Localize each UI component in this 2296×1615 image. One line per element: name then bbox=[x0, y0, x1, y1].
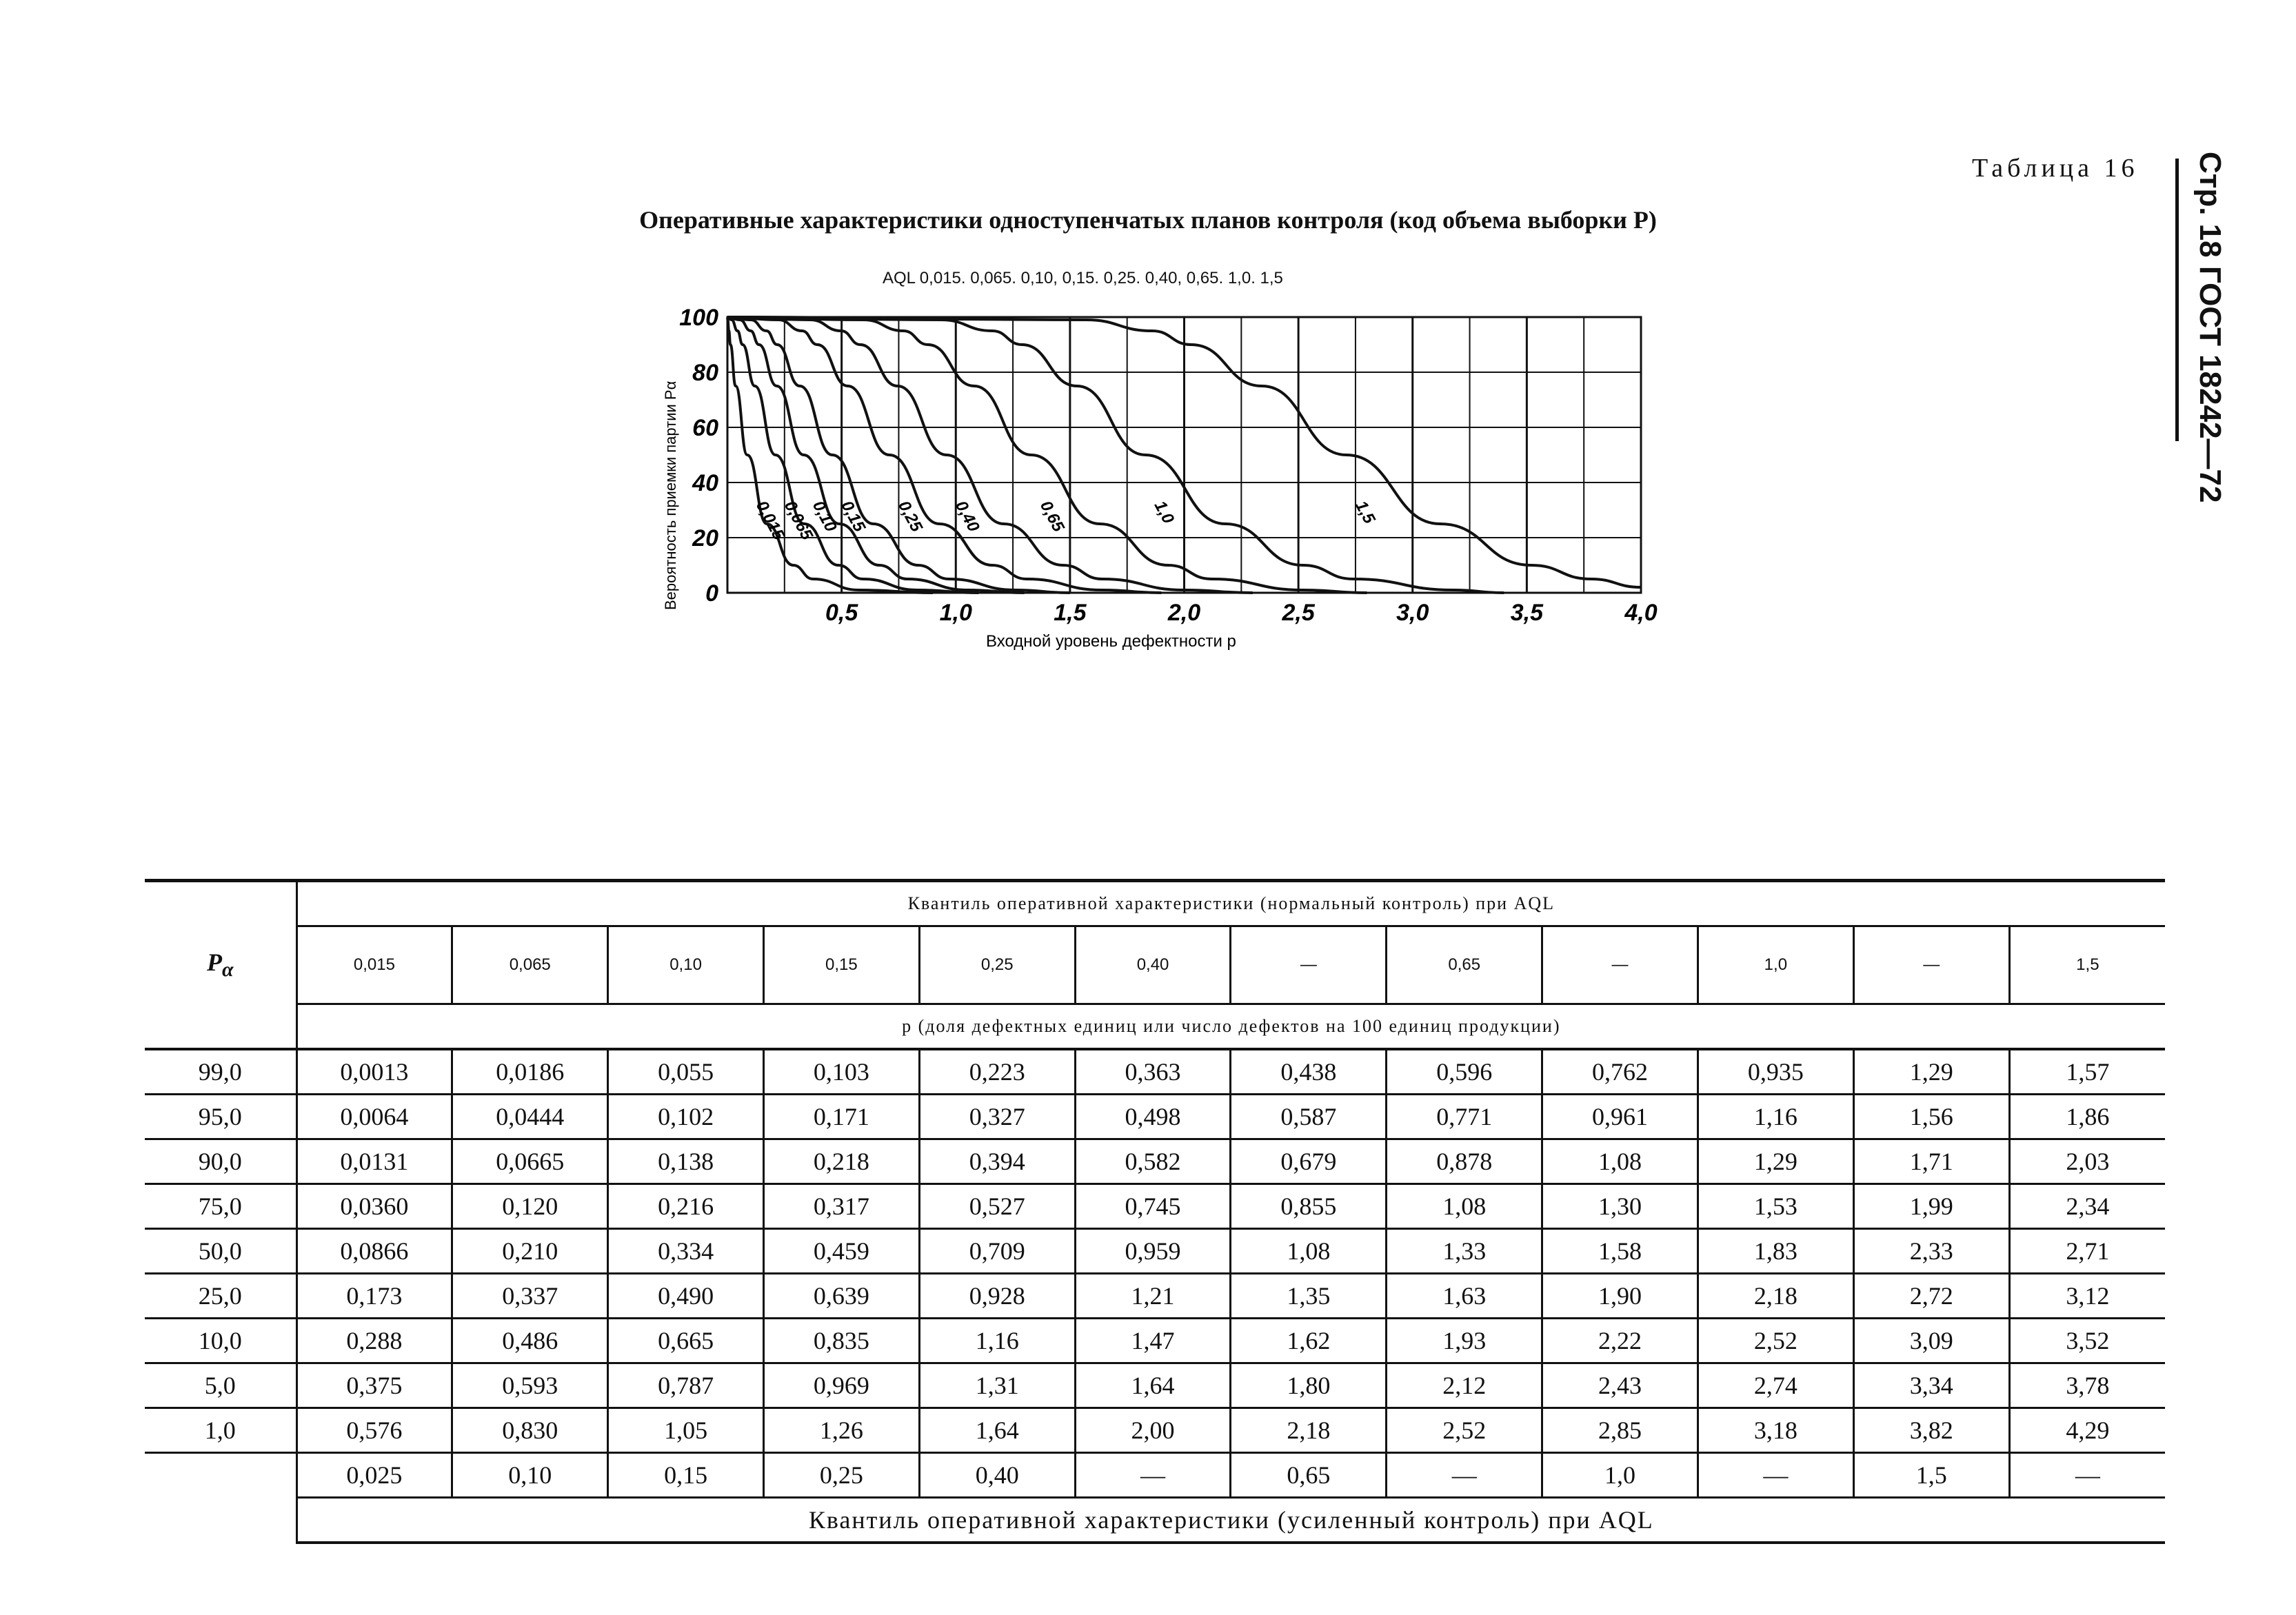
pa-value: 50,0 bbox=[145, 1229, 296, 1274]
pa-value: 75,0 bbox=[145, 1184, 296, 1229]
quantile-cell: 2,03 bbox=[2009, 1139, 2165, 1184]
quantile-cell: 0,787 bbox=[608, 1363, 764, 1408]
quantile-cell: 2,74 bbox=[1698, 1363, 1853, 1408]
quantile-cell: 2,18 bbox=[1231, 1408, 1387, 1453]
tightened-aql-cell: — bbox=[1698, 1453, 1853, 1498]
quantile-cell: 1,58 bbox=[1542, 1229, 1698, 1274]
header-row-mid bbox=[145, 1004, 2165, 1050]
side-reference-text: Стр. 18 ГОСТ 18242—72 bbox=[2193, 152, 2227, 503]
x-tick-label: 4,0 bbox=[1624, 600, 1658, 626]
x-tick-label: 2,5 bbox=[1282, 600, 1315, 626]
quantile-cell: 0,527 bbox=[919, 1184, 1075, 1229]
quantile-cell: 1,53 bbox=[1698, 1184, 1853, 1229]
quantile-cell: 2,71 bbox=[2009, 1229, 2165, 1274]
y-tick-label: 100 bbox=[679, 305, 718, 331]
header-row-bottom bbox=[145, 1498, 2165, 1543]
quantile-cell: 1,31 bbox=[919, 1363, 1075, 1408]
quantile-cell: 0,498 bbox=[1075, 1095, 1231, 1139]
quantile-cell: 1,26 bbox=[763, 1408, 919, 1453]
quantile-cell: 0,959 bbox=[1075, 1229, 1231, 1274]
quantile-cell: 1,63 bbox=[1387, 1274, 1542, 1319]
quantile-cell: 1,83 bbox=[1698, 1229, 1853, 1274]
y-tick-label: 20 bbox=[692, 525, 718, 551]
quantile-cell: 1,21 bbox=[1075, 1274, 1231, 1319]
table-label: Таблица 16 bbox=[1972, 154, 2139, 183]
quantile-cell: 1,47 bbox=[1075, 1319, 1231, 1363]
table-row bbox=[145, 1139, 2165, 1184]
quantile-cell: 0,0360 bbox=[296, 1184, 452, 1229]
pa-value: 95,0 bbox=[145, 1095, 296, 1139]
quantile-cell: 0,582 bbox=[1075, 1139, 1231, 1184]
quantile-cell: 1,33 bbox=[1387, 1229, 1542, 1274]
normal-aql-cell: — bbox=[1542, 926, 1698, 1004]
normal-aql-cell: 0,10 bbox=[608, 926, 764, 1004]
tightened-aql-cell: — bbox=[1075, 1453, 1231, 1498]
tightened-aql-cell: 0,10 bbox=[452, 1453, 608, 1498]
chart-x-ticks bbox=[825, 600, 1658, 626]
quantile-cell: 0,0866 bbox=[296, 1229, 452, 1274]
quantile-cell: 0,337 bbox=[452, 1274, 608, 1319]
y-tick-label: 60 bbox=[692, 415, 718, 441]
quantile-cell: 0,171 bbox=[763, 1095, 919, 1139]
normal-aql-cell: 0,40 bbox=[1075, 926, 1231, 1004]
x-tick-label: 1,0 bbox=[939, 600, 972, 626]
quantile-cell: 0,490 bbox=[608, 1274, 764, 1319]
quantile-cell: 0,771 bbox=[1387, 1095, 1542, 1139]
quantile-cell: 0,216 bbox=[608, 1184, 764, 1229]
pa-header bbox=[145, 881, 296, 1050]
x-tick-label: 0,5 bbox=[825, 600, 858, 626]
pa-value: 1,0 bbox=[145, 1408, 296, 1453]
quantile-cell: 0,596 bbox=[1387, 1049, 1542, 1095]
quantile-cell: 2,33 bbox=[1853, 1229, 2009, 1274]
quantile-cell: 0,055 bbox=[608, 1049, 764, 1095]
quantile-cell: 3,82 bbox=[1853, 1408, 2009, 1453]
normal-aql-cell: — bbox=[1853, 926, 2009, 1004]
quantile-cell: 2,34 bbox=[2009, 1184, 2165, 1229]
empty-cell bbox=[145, 1453, 296, 1498]
table-row bbox=[145, 1095, 2165, 1139]
data-table bbox=[145, 879, 2165, 1544]
table-row bbox=[145, 1363, 2165, 1408]
quantile-cell: 0,0444 bbox=[452, 1095, 608, 1139]
pa-subscript: α bbox=[221, 958, 234, 982]
quantile-cell: 0,762 bbox=[1542, 1049, 1698, 1095]
normal-aql-cell: — bbox=[1231, 926, 1387, 1004]
quantile-cell: 4,29 bbox=[2009, 1408, 2165, 1453]
normal-aql-row bbox=[145, 926, 2165, 1004]
chart-curve-labels bbox=[752, 498, 1379, 543]
chart-y-label: Вероятность приемки партии Pα bbox=[662, 380, 679, 610]
quantile-cell: 2,52 bbox=[1387, 1408, 1542, 1453]
quantile-cell: 0,438 bbox=[1231, 1049, 1387, 1095]
quantile-cell: 1,93 bbox=[1387, 1319, 1542, 1363]
quantile-cell: 0,928 bbox=[919, 1274, 1075, 1319]
normal-control-header: Квантиль оперативной характеристики (нормальный контроль) при AQL bbox=[296, 881, 2165, 926]
chart-y-ticks bbox=[679, 305, 718, 607]
chart-grid bbox=[727, 317, 1641, 593]
quantile-cell: 0,334 bbox=[608, 1229, 764, 1274]
x-tick-label: 3,5 bbox=[1510, 600, 1544, 626]
table-row bbox=[145, 1408, 2165, 1453]
quantile-cell: 1,86 bbox=[2009, 1095, 2165, 1139]
quantile-cell: 1,64 bbox=[919, 1408, 1075, 1453]
quantile-cell: 1,99 bbox=[1853, 1184, 2009, 1229]
quantile-cell: 0,709 bbox=[919, 1229, 1075, 1274]
quantile-cell: 1,05 bbox=[608, 1408, 764, 1453]
pa-value: 99,0 bbox=[145, 1049, 296, 1095]
table-row bbox=[145, 1229, 2165, 1274]
quantile-cell: 0,745 bbox=[1075, 1184, 1231, 1229]
quantile-cell: 0,878 bbox=[1387, 1139, 1542, 1184]
curve-label: 0,65 bbox=[1036, 498, 1068, 536]
tightened-aql-cell: 1,5 bbox=[1853, 1453, 2009, 1498]
quantile-cell: 0,138 bbox=[608, 1139, 764, 1184]
tightened-aql-cell: 0,15 bbox=[608, 1453, 764, 1498]
quantile-cell: 1,08 bbox=[1387, 1184, 1542, 1229]
quantile-cell: 0,223 bbox=[919, 1049, 1075, 1095]
quantile-cell: 0,855 bbox=[1231, 1184, 1387, 1229]
quantile-cell: 0,0131 bbox=[296, 1139, 452, 1184]
pa-value: 10,0 bbox=[145, 1319, 296, 1363]
tightened-aql-cell: 0,65 bbox=[1231, 1453, 1387, 1498]
quantile-cell: 0,961 bbox=[1542, 1095, 1698, 1139]
header-row-top bbox=[145, 881, 2165, 926]
quantile-cell: 0,288 bbox=[296, 1319, 452, 1363]
normal-aql-cell: 0,15 bbox=[763, 926, 919, 1004]
defect-level-header: p (доля дефектных единиц или число дефектов на 100 единиц продукции) bbox=[296, 1004, 2165, 1050]
pa-value: 25,0 bbox=[145, 1274, 296, 1319]
quantile-cell: 0,665 bbox=[608, 1319, 764, 1363]
quantile-cell: 0,103 bbox=[763, 1049, 919, 1095]
quantile-cell: 0,459 bbox=[763, 1229, 919, 1274]
pa-value: 90,0 bbox=[145, 1139, 296, 1184]
page-title: Оперативные характеристики одноступенчатых планов контроля (код объема выборки Р) bbox=[639, 206, 1657, 234]
oc-chart bbox=[641, 296, 1675, 682]
y-tick-label: 80 bbox=[692, 360, 718, 386]
quantile-cell: 0,679 bbox=[1231, 1139, 1387, 1184]
quantile-cell: 1,30 bbox=[1542, 1184, 1698, 1229]
quantile-cell: 3,12 bbox=[2009, 1274, 2165, 1319]
quantile-cell: 1,80 bbox=[1231, 1363, 1387, 1408]
quantile-cell: 1,62 bbox=[1231, 1319, 1387, 1363]
y-tick-label: 40 bbox=[692, 470, 718, 496]
quantile-cell: 0,576 bbox=[296, 1408, 452, 1453]
oc-curve bbox=[727, 317, 1504, 593]
quantile-cell: 2,00 bbox=[1075, 1408, 1231, 1453]
quantile-cell: 0,639 bbox=[763, 1274, 919, 1319]
side-divider bbox=[2175, 159, 2179, 441]
quantile-cell: 2,18 bbox=[1698, 1274, 1853, 1319]
quantile-cell: 3,18 bbox=[1698, 1408, 1853, 1453]
x-tick-label: 1,5 bbox=[1054, 600, 1087, 626]
quantile-cell: 1,08 bbox=[1542, 1139, 1698, 1184]
normal-aql-cell: 0,065 bbox=[452, 926, 608, 1004]
normal-aql-cell: 0,25 bbox=[919, 926, 1075, 1004]
quantile-cell: 0,375 bbox=[296, 1363, 452, 1408]
curve-label: 0,015 bbox=[752, 498, 789, 543]
quantile-cell: 3,78 bbox=[2009, 1363, 2165, 1408]
quantile-cell: 2,52 bbox=[1698, 1319, 1853, 1363]
quantile-cell: 0,0186 bbox=[452, 1049, 608, 1095]
normal-aql-cell: 1,5 bbox=[2009, 926, 2165, 1004]
normal-aql-cell: 1,0 bbox=[1698, 926, 1853, 1004]
quantile-cell: 1,56 bbox=[1853, 1095, 2009, 1139]
quantile-cell: 0,0665 bbox=[452, 1139, 608, 1184]
curve-label: 0,10 bbox=[808, 498, 840, 536]
quantile-cell: 0,317 bbox=[763, 1184, 919, 1229]
side-reference bbox=[2172, 152, 2248, 503]
curve-label: 0,25 bbox=[894, 498, 926, 536]
quantile-cell: 0,394 bbox=[919, 1139, 1075, 1184]
quantile-cell: 0,935 bbox=[1698, 1049, 1853, 1095]
normal-aql-cell: 0,65 bbox=[1387, 926, 1542, 1004]
quantile-cell: 2,12 bbox=[1387, 1363, 1542, 1408]
table-row bbox=[145, 1319, 2165, 1363]
tightened-aql-row bbox=[145, 1453, 2165, 1498]
quantile-cell: 0,218 bbox=[763, 1139, 919, 1184]
table-row bbox=[145, 1049, 2165, 1095]
quantile-cell: 0,486 bbox=[452, 1319, 608, 1363]
tightened-aql-cell: 0,40 bbox=[919, 1453, 1075, 1498]
quantile-cell: 1,29 bbox=[1698, 1139, 1853, 1184]
quantile-cell: 1,16 bbox=[1698, 1095, 1853, 1139]
quantile-cell: 0,363 bbox=[1075, 1049, 1231, 1095]
tightened-control-header: Квантиль оперативной характеристики (усиленный контроль) при AQL bbox=[296, 1498, 2165, 1543]
quantile-cell: 1,71 bbox=[1853, 1139, 2009, 1184]
quantile-cell: 3,34 bbox=[1853, 1363, 2009, 1408]
x-tick-label: 2,0 bbox=[1167, 600, 1201, 626]
quantile-cell: 1,57 bbox=[2009, 1049, 2165, 1095]
chart-aql-header: AQL 0,015. 0,065. 0,10, 0,15. 0,25. 0,40, 0,65. 1,0. 1,5 bbox=[883, 269, 1283, 287]
quantile-cell: 3,52 bbox=[2009, 1319, 2165, 1363]
quantile-cell: 0,835 bbox=[763, 1319, 919, 1363]
tightened-aql-cell: — bbox=[1387, 1453, 1542, 1498]
pa-symbol: P bbox=[206, 948, 222, 977]
quantile-cell: 0,587 bbox=[1231, 1095, 1387, 1139]
quantile-cell: 2,85 bbox=[1542, 1408, 1698, 1453]
quantile-cell: 1,90 bbox=[1542, 1274, 1698, 1319]
quantile-cell: 0,327 bbox=[919, 1095, 1075, 1139]
quantile-cell: 1,08 bbox=[1231, 1229, 1387, 1274]
quantile-cell: 0,210 bbox=[452, 1229, 608, 1274]
y-tick-label: 0 bbox=[705, 580, 718, 607]
quantile-cell: 2,43 bbox=[1542, 1363, 1698, 1408]
x-tick-label: 3,0 bbox=[1396, 600, 1429, 626]
quantile-cell: 1,35 bbox=[1231, 1274, 1387, 1319]
pa-value: 5,0 bbox=[145, 1363, 296, 1408]
normal-aql-cell: 0,015 bbox=[296, 926, 452, 1004]
curve-label: 1,0 bbox=[1150, 498, 1178, 527]
quantile-cell: 2,22 bbox=[1542, 1319, 1698, 1363]
quantile-cell: 0,830 bbox=[452, 1408, 608, 1453]
quantile-table bbox=[145, 879, 2165, 1544]
quantile-cell: 0,173 bbox=[296, 1274, 452, 1319]
tightened-aql-cell: 0,025 bbox=[296, 1453, 452, 1498]
quantile-cell: 0,102 bbox=[608, 1095, 764, 1139]
quantile-cell: 0,120 bbox=[452, 1184, 608, 1229]
tightened-aql-cell: — bbox=[2009, 1453, 2165, 1498]
empty-cell bbox=[145, 1498, 296, 1543]
curve-label: 0,40 bbox=[951, 498, 983, 536]
quantile-cell: 1,16 bbox=[919, 1319, 1075, 1363]
table-row bbox=[145, 1274, 2165, 1319]
curve-label: 1,5 bbox=[1351, 498, 1379, 527]
quantile-cell: 1,29 bbox=[1853, 1049, 2009, 1095]
quantile-cell: 0,593 bbox=[452, 1363, 608, 1408]
table-row bbox=[145, 1184, 2165, 1229]
tightened-aql-cell: 0,25 bbox=[763, 1453, 919, 1498]
quantile-cell: 0,0013 bbox=[296, 1049, 452, 1095]
quantile-cell: 2,72 bbox=[1853, 1274, 2009, 1319]
quantile-cell: 1,64 bbox=[1075, 1363, 1231, 1408]
quantile-cell: 3,09 bbox=[1853, 1319, 2009, 1363]
chart-x-label: Входной уровень дефектности p bbox=[986, 632, 1236, 651]
curve-label: 0,15 bbox=[837, 498, 869, 536]
tightened-aql-cell: 1,0 bbox=[1542, 1453, 1698, 1498]
quantile-cell: 0,0064 bbox=[296, 1095, 452, 1139]
curve-label: 0,065 bbox=[780, 498, 816, 543]
quantile-cell: 0,969 bbox=[763, 1363, 919, 1408]
